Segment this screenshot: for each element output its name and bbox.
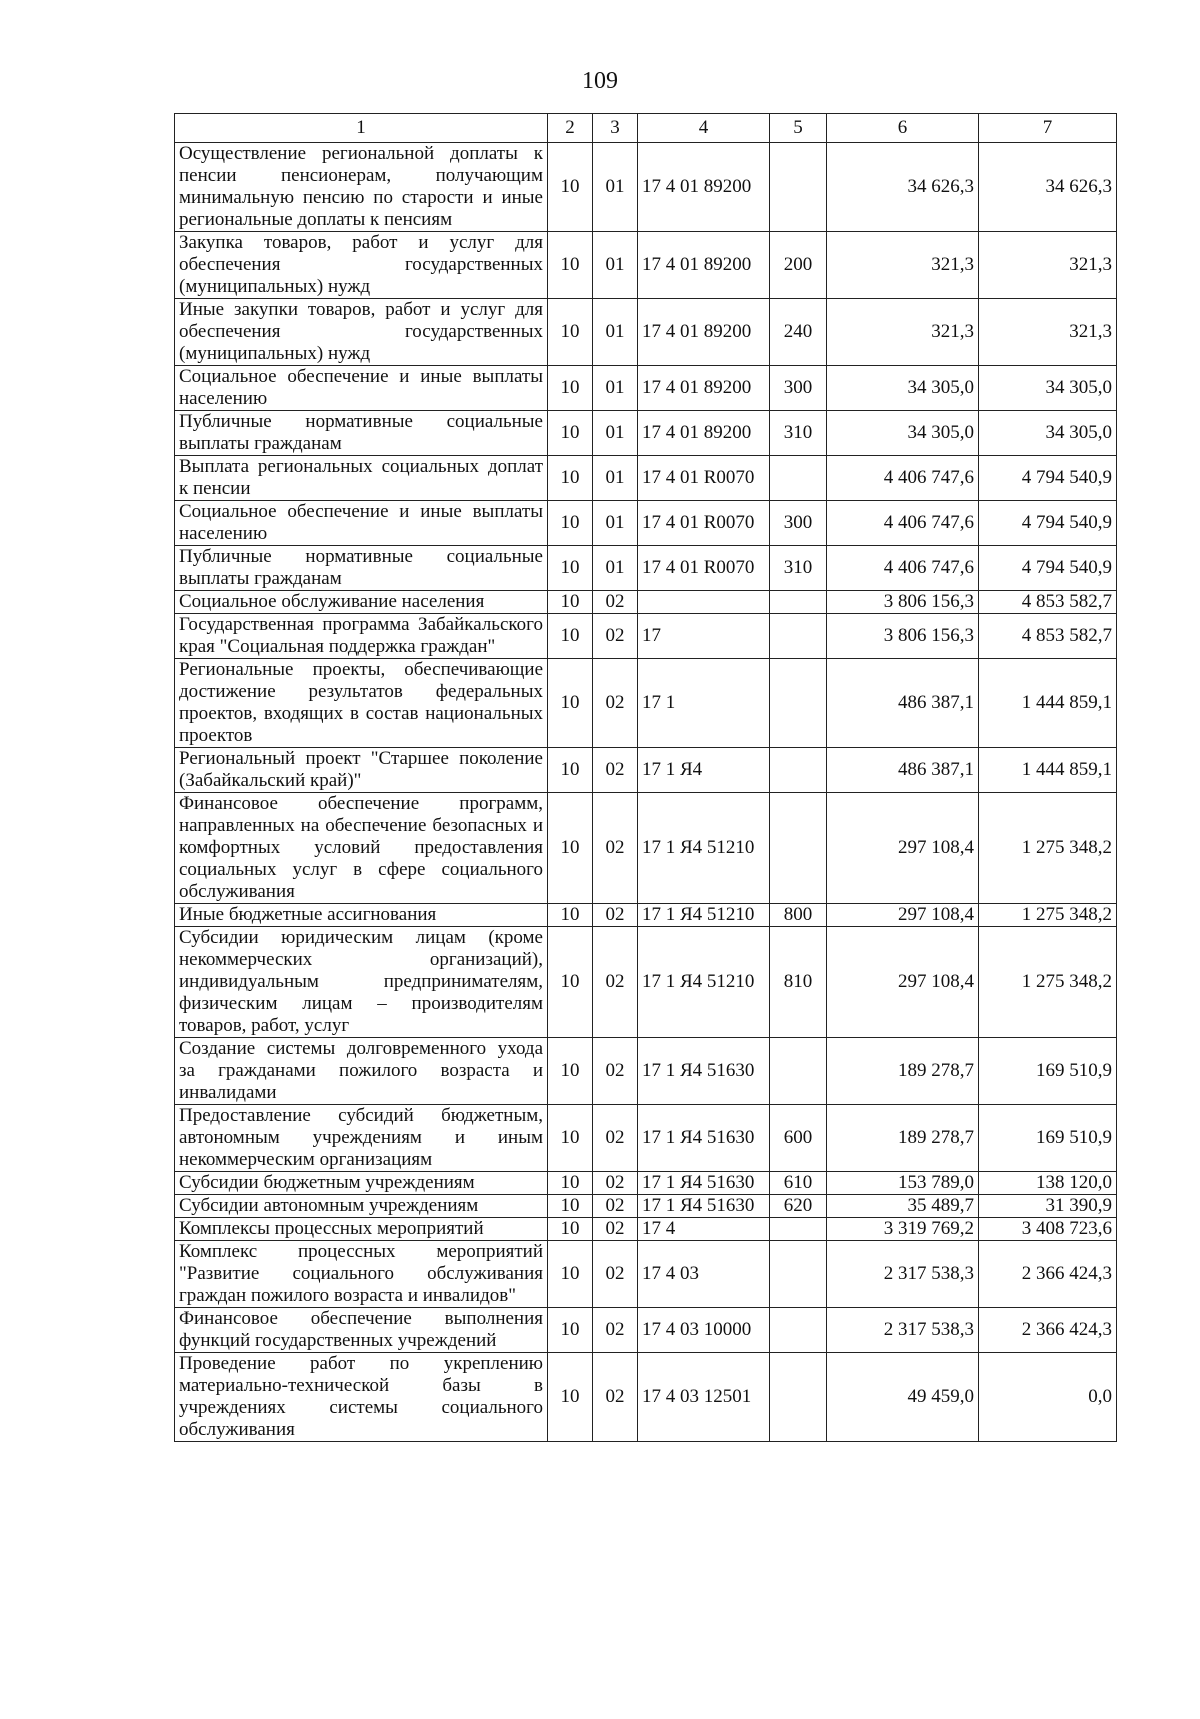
table-row — [175, 1195, 1117, 1218]
expense-type-cell — [770, 1218, 827, 1241]
amount-year-2-cell: 4 794 540,9 — [979, 546, 1117, 591]
section-code-cell: 10 — [548, 614, 593, 659]
subsection-code-cell: 02 — [593, 793, 638, 904]
target-article-cell: 17 4 03 10000 — [638, 1308, 770, 1353]
amount-year-1-cell: 35 489,7 — [827, 1195, 979, 1218]
section-code-cell: 10 — [548, 1172, 593, 1195]
target-article-cell — [638, 591, 770, 614]
target-article-cell: 17 1 Я4 — [638, 748, 770, 793]
subsection-code-cell: 01 — [593, 456, 638, 501]
row-name-cell: Социальное обеспечение и иные выплаты населению — [175, 501, 548, 546]
expense-type-cell: 200 — [770, 232, 827, 299]
amount-year-1-cell: 2 317 538,3 — [827, 1308, 979, 1353]
table-row — [175, 1308, 1117, 1353]
target-article-cell: 17 4 01 89200 — [638, 366, 770, 411]
target-article-cell: 17 1 Я4 51630 — [638, 1105, 770, 1172]
expense-type-cell — [770, 456, 827, 501]
row-name-cell: Финансовое обеспечение выполнения функций государственных учреждений — [175, 1308, 548, 1353]
table-row — [175, 456, 1117, 501]
section-code-cell: 10 — [548, 748, 593, 793]
section-code-cell: 10 — [548, 501, 593, 546]
row-name-cell: Социальное обслуживание населения — [175, 591, 548, 614]
amount-year-2-cell: 34 305,0 — [979, 411, 1117, 456]
column-header-1: 1 — [175, 114, 548, 143]
table-row — [175, 1218, 1117, 1241]
amount-year-2-cell: 1 275 348,2 — [979, 793, 1117, 904]
row-name-cell: Субсидии бюджетным учреждениям — [175, 1172, 548, 1195]
target-article-cell: 17 1 Я4 51210 — [638, 793, 770, 904]
amount-year-2-cell: 31 390,9 — [979, 1195, 1117, 1218]
column-header-3: 3 — [593, 114, 638, 143]
subsection-code-cell: 02 — [593, 904, 638, 927]
expense-type-cell — [770, 614, 827, 659]
target-article-cell: 17 4 01 R0070 — [638, 456, 770, 501]
target-article-cell: 17 1 Я4 51630 — [638, 1038, 770, 1105]
section-code-cell: 10 — [548, 546, 593, 591]
expense-type-cell: 610 — [770, 1172, 827, 1195]
row-name-cell: Региональные проекты, обеспечивающие достижение результатов федеральных проектов, входящих в состав национальных проектов — [175, 659, 548, 748]
amount-year-1-cell: 297 108,4 — [827, 904, 979, 927]
row-name-cell: Комплекс процессных мероприятий "Развитие социального обслуживания граждан пожилого возраста и инвалидов" — [175, 1241, 548, 1308]
target-article-cell: 17 4 03 12501 — [638, 1353, 770, 1442]
amount-year-2-cell: 1 444 859,1 — [979, 659, 1117, 748]
amount-year-1-cell: 486 387,1 — [827, 748, 979, 793]
target-article-cell: 17 4 01 R0070 — [638, 546, 770, 591]
table-row — [175, 1241, 1117, 1308]
section-code-cell: 10 — [548, 1308, 593, 1353]
amount-year-2-cell: 4 794 540,9 — [979, 456, 1117, 501]
subsection-code-cell: 02 — [593, 927, 638, 1038]
subsection-code-cell: 01 — [593, 546, 638, 591]
row-name-cell: Предоставление субсидий бюджетным, автономным учреждениям и иным некоммерческим организациям — [175, 1105, 548, 1172]
section-code-cell: 10 — [548, 793, 593, 904]
row-name-cell: Иные закупки товаров, работ и услуг для обеспечения государственных (муниципальных) нужд — [175, 299, 548, 366]
subsection-code-cell: 02 — [593, 1038, 638, 1105]
section-code-cell: 10 — [548, 591, 593, 614]
table-row — [175, 299, 1117, 366]
expense-type-cell: 310 — [770, 546, 827, 591]
amount-year-1-cell: 34 305,0 — [827, 366, 979, 411]
section-code-cell: 10 — [548, 1105, 593, 1172]
row-name-cell: Закупка товаров, работ и услуг для обеспечения государственных (муниципальных) нужд — [175, 232, 548, 299]
section-code-cell: 10 — [548, 1195, 593, 1218]
table-row — [175, 411, 1117, 456]
target-article-cell: 17 1 Я4 51630 — [638, 1195, 770, 1218]
row-name-cell: Иные бюджетные ассигнования — [175, 904, 548, 927]
section-code-cell: 10 — [548, 1218, 593, 1241]
amount-year-1-cell: 4 406 747,6 — [827, 546, 979, 591]
expense-type-cell — [770, 659, 827, 748]
amount-year-1-cell: 297 108,4 — [827, 793, 979, 904]
amount-year-1-cell: 189 278,7 — [827, 1105, 979, 1172]
row-name-cell: Создание системы долговременного ухода за гражданами пожилого возраста и инвалидами — [175, 1038, 548, 1105]
section-code-cell: 10 — [548, 456, 593, 501]
table-row — [175, 1038, 1117, 1105]
amount-year-1-cell: 486 387,1 — [827, 659, 979, 748]
section-code-cell: 10 — [548, 1241, 593, 1308]
row-name-cell: Субсидии автономным учреждениям — [175, 1195, 548, 1218]
amount-year-2-cell: 1 275 348,2 — [979, 904, 1117, 927]
row-name-cell: Комплексы процессных мероприятий — [175, 1218, 548, 1241]
amount-year-2-cell: 34 626,3 — [979, 143, 1117, 232]
amount-year-1-cell: 3 806 156,3 — [827, 591, 979, 614]
column-header-7: 7 — [979, 114, 1117, 143]
section-code-cell: 10 — [548, 1353, 593, 1442]
amount-year-2-cell: 1 275 348,2 — [979, 927, 1117, 1038]
amount-year-2-cell: 169 510,9 — [979, 1038, 1117, 1105]
table-row — [175, 546, 1117, 591]
expense-type-cell: 800 — [770, 904, 827, 927]
subsection-code-cell: 02 — [593, 748, 638, 793]
amount-year-1-cell: 2 317 538,3 — [827, 1241, 979, 1308]
budget-table — [174, 113, 1117, 1442]
section-code-cell: 10 — [548, 299, 593, 366]
section-code-cell: 10 — [548, 366, 593, 411]
column-header-6: 6 — [827, 114, 979, 143]
amount-year-2-cell: 4 853 582,7 — [979, 591, 1117, 614]
table-row — [175, 748, 1117, 793]
amount-year-1-cell: 34 305,0 — [827, 411, 979, 456]
section-code-cell: 10 — [548, 232, 593, 299]
expense-type-cell: 300 — [770, 501, 827, 546]
amount-year-1-cell: 321,3 — [827, 232, 979, 299]
target-article-cell: 17 1 Я4 51630 — [638, 1172, 770, 1195]
target-article-cell: 17 4 01 89200 — [638, 299, 770, 366]
target-article-cell: 17 4 03 — [638, 1241, 770, 1308]
subsection-code-cell: 02 — [593, 1308, 638, 1353]
amount-year-1-cell: 49 459,0 — [827, 1353, 979, 1442]
section-code-cell: 10 — [548, 143, 593, 232]
table-row — [175, 1172, 1117, 1195]
amount-year-2-cell: 3 408 723,6 — [979, 1218, 1117, 1241]
amount-year-2-cell: 138 120,0 — [979, 1172, 1117, 1195]
subsection-code-cell: 01 — [593, 232, 638, 299]
table-row — [175, 659, 1117, 748]
target-article-cell: 17 1 Я4 51210 — [638, 927, 770, 1038]
amount-year-2-cell: 1 444 859,1 — [979, 748, 1117, 793]
table-row — [175, 927, 1117, 1038]
subsection-code-cell: 02 — [593, 591, 638, 614]
table-row — [175, 1353, 1117, 1442]
subsection-code-cell: 01 — [593, 143, 638, 232]
expense-type-cell — [770, 143, 827, 232]
table-row — [175, 1105, 1117, 1172]
amount-year-2-cell: 321,3 — [979, 232, 1117, 299]
amount-year-1-cell: 4 406 747,6 — [827, 456, 979, 501]
subsection-code-cell: 01 — [593, 366, 638, 411]
table-body — [175, 143, 1117, 1442]
subsection-code-cell: 02 — [593, 614, 638, 659]
page-number: 109 — [582, 68, 618, 94]
section-code-cell: 10 — [548, 659, 593, 748]
table-row — [175, 591, 1117, 614]
expense-type-cell: 310 — [770, 411, 827, 456]
target-article-cell: 17 4 — [638, 1218, 770, 1241]
row-name-cell: Проведение работ по укреплению материально-технической базы в учреждениях системы социального обслуживания — [175, 1353, 548, 1442]
amount-year-1-cell: 3 806 156,3 — [827, 614, 979, 659]
amount-year-2-cell: 0,0 — [979, 1353, 1117, 1442]
amount-year-1-cell: 321,3 — [827, 299, 979, 366]
amount-year-1-cell: 189 278,7 — [827, 1038, 979, 1105]
subsection-code-cell: 02 — [593, 1172, 638, 1195]
row-name-cell: Публичные нормативные социальные выплаты гражданам — [175, 546, 548, 591]
row-name-cell: Региональный проект "Старшее поколение (Забайкальский край)" — [175, 748, 548, 793]
row-name-cell: Субсидии юридическим лицам (кроме некоммерческих организаций), индивидуальным предпринимателям, физическим лицам – производителям товаров, работ, услуг — [175, 927, 548, 1038]
table-row — [175, 501, 1117, 546]
expense-type-cell: 240 — [770, 299, 827, 366]
target-article-cell: 17 — [638, 614, 770, 659]
amount-year-2-cell: 4 853 582,7 — [979, 614, 1117, 659]
row-name-cell: Финансовое обеспечение программ, направленных на обеспечение безопасных и комфортных условий предоставления социальных услуг в сфере социального обслуживания — [175, 793, 548, 904]
subsection-code-cell: 02 — [593, 659, 638, 748]
subsection-code-cell: 01 — [593, 501, 638, 546]
subsection-code-cell: 02 — [593, 1353, 638, 1442]
amount-year-1-cell: 297 108,4 — [827, 927, 979, 1038]
row-name-cell: Социальное обеспечение и иные выплаты населению — [175, 366, 548, 411]
section-code-cell: 10 — [548, 1038, 593, 1105]
expense-type-cell — [770, 748, 827, 793]
expense-type-cell — [770, 1241, 827, 1308]
amount-year-2-cell: 2 366 424,3 — [979, 1241, 1117, 1308]
amount-year-2-cell: 321,3 — [979, 299, 1117, 366]
expense-type-cell — [770, 1353, 827, 1442]
target-article-cell: 17 4 01 89200 — [638, 143, 770, 232]
expense-type-cell: 620 — [770, 1195, 827, 1218]
amount-year-1-cell: 4 406 747,6 — [827, 501, 979, 546]
expense-type-cell — [770, 591, 827, 614]
amount-year-1-cell: 153 789,0 — [827, 1172, 979, 1195]
expense-type-cell: 600 — [770, 1105, 827, 1172]
amount-year-1-cell: 3 319 769,2 — [827, 1218, 979, 1241]
expense-type-cell: 810 — [770, 927, 827, 1038]
subsection-code-cell: 02 — [593, 1105, 638, 1172]
amount-year-2-cell: 34 305,0 — [979, 366, 1117, 411]
target-article-cell: 17 4 01 89200 — [638, 411, 770, 456]
subsection-code-cell: 02 — [593, 1241, 638, 1308]
target-article-cell: 17 1 — [638, 659, 770, 748]
section-code-cell: 10 — [548, 411, 593, 456]
column-header-2: 2 — [548, 114, 593, 143]
subsection-code-cell: 01 — [593, 411, 638, 456]
table-header — [175, 114, 1117, 143]
subsection-code-cell: 01 — [593, 299, 638, 366]
target-article-cell: 17 1 Я4 51210 — [638, 904, 770, 927]
target-article-cell: 17 4 01 89200 — [638, 232, 770, 299]
expense-type-cell — [770, 1308, 827, 1353]
expense-type-cell: 300 — [770, 366, 827, 411]
row-name-cell: Выплата региональных социальных доплат к пенсии — [175, 456, 548, 501]
section-code-cell: 10 — [548, 904, 593, 927]
column-header-4: 4 — [638, 114, 770, 143]
subsection-code-cell: 02 — [593, 1195, 638, 1218]
column-header-5: 5 — [770, 114, 827, 143]
target-article-cell: 17 4 01 R0070 — [638, 501, 770, 546]
table-row — [175, 904, 1117, 927]
amount-year-2-cell: 169 510,9 — [979, 1105, 1117, 1172]
table-row — [175, 143, 1117, 232]
table-row — [175, 366, 1117, 411]
table-row — [175, 232, 1117, 299]
table-row — [175, 793, 1117, 904]
table-row — [175, 614, 1117, 659]
row-name-cell: Публичные нормативные социальные выплаты гражданам — [175, 411, 548, 456]
row-name-cell: Государственная программа Забайкальского края "Социальная поддержка граждан" — [175, 614, 548, 659]
section-code-cell: 10 — [548, 927, 593, 1038]
row-name-cell: Осуществление региональной доплаты к пенсии пенсионерам, получающим минимальную пенсию по старости и иные региональные доплаты к пенсиям — [175, 143, 548, 232]
expense-type-cell — [770, 793, 827, 904]
amount-year-2-cell: 4 794 540,9 — [979, 501, 1117, 546]
amount-year-1-cell: 34 626,3 — [827, 143, 979, 232]
subsection-code-cell: 02 — [593, 1218, 638, 1241]
header-row — [175, 114, 1117, 143]
amount-year-2-cell: 2 366 424,3 — [979, 1308, 1117, 1353]
expense-type-cell — [770, 1038, 827, 1105]
